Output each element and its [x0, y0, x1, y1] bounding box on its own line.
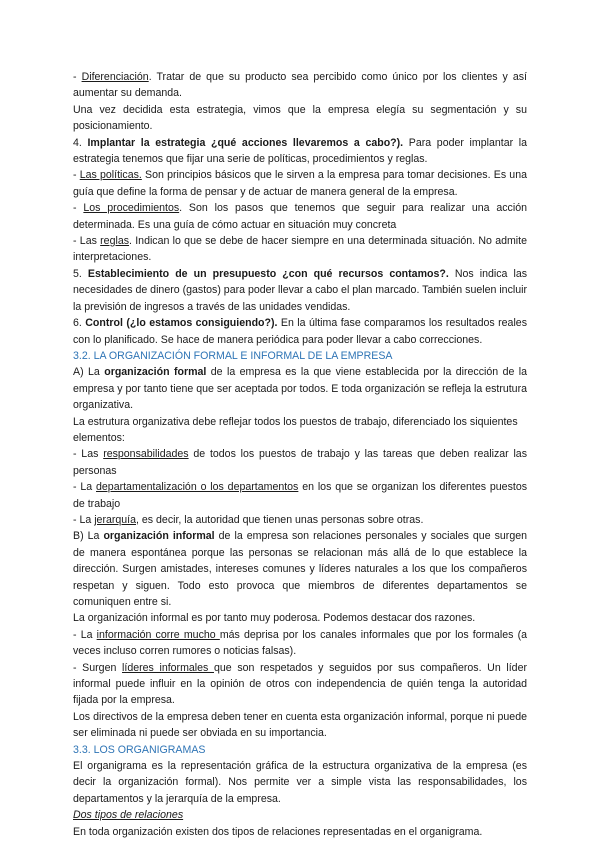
paragraph-diferenciacion: - Diferenciación. Tratar de que su producto sea percibido como único por los clientes y así aumentar su demanda. — [73, 71, 527, 100]
section-heading-3-3: 3.3. LOS ORGANIGRAMAS — [73, 743, 206, 756]
paragraph-departamentalizacion: - La departamentalización o los departamentos en los que se organizan los diferentes puestos de trabajo — [73, 481, 528, 510]
paragraph-segmentacion: Una vez decidida esta estrategia, vimos que la empresa elegía su segmentación y su posicionamiento. — [73, 103, 527, 133]
bold-term: Control (¿lo estamos consiguiendo?). — [85, 317, 278, 330]
paragraph-organizacion-formal: A) La organización formal de la empresa es la que viene establecida por la dirección de la empresa y por tanto tiene que ser aceptada por todos. E toda organización se refleja la estrutura organizativa. — [73, 366, 528, 412]
paragraph-directivos: Los directivos de la empresa deben tener en cuenta esta organización informal, porque ni puede ser eliminada ni puede ser obviada en su importancia. — [73, 710, 527, 740]
paragraph-implantar: 4. Implantar la estrategia ¿qué acciones llevaremos a cabo?). Para poder implantar la estrategia tenemos que fijar una serie de políticas, procedimientos y reglas. — [73, 136, 528, 166]
section-heading-3-2: 3.2. LA ORGANIZACIÓN FORMAL E INFORMAL DE LA EMPRESA — [73, 349, 393, 362]
paragraph-organizacion-informal: B) La organización informal de la empresa son relaciones personales y sociales que surgen de manera espontánea porque las personas se relacionan más allá de lo que establece la dirección. Surgen amistades, intereses comunes y líderes naturales a los que los compañeros respetan y siguen. Todo esto provoca que miembros de diferentes departamentos se comuniquen entre si. — [73, 530, 528, 608]
underlined-term: jerarquía — [94, 513, 137, 526]
bold-term: Implantar la estrategia ¿qué acciones llevaremos a cabo?). — [87, 136, 404, 149]
underlined-term: líderes informales — [122, 661, 214, 674]
paragraph-poderosa: La organización informal es por tanto muy poderosa. Podemos destacar dos razones. — [73, 612, 476, 625]
underlined-term: información corre mucho — [96, 628, 220, 641]
underlined-term: departamentalización o los departamentos — [96, 481, 299, 494]
bold-term: organización formal — [104, 366, 207, 379]
paragraph-politicas: - Las políticas. Son principios básicos que le sirven a la empresa para tomar decisiones. Es una guía que define la forma de pensar y de actuar de manera general de la empresa. — [73, 169, 527, 198]
paragraph-responsabilidades: - Las responsabilidades de todos los puestos de trabajo y las tareas que deben realizar las personas — [73, 448, 527, 477]
paragraph-procedimientos: - Los procedimientos. Son los pasos que tenemos que seguir para realizar una acción determinada. Es una guía de cómo actuar en situación muy concreta — [73, 202, 527, 231]
underlined-term: Diferenciación — [81, 71, 149, 83]
paragraph-informacion: - La información corre mucho más deprisa por los canales informales que por los formales (a veces incluso corren rumores o noticias falsas). — [73, 628, 528, 658]
underlined-term: reglas — [100, 235, 130, 248]
subheading-dos-tipos: Dos tipos de relaciones — [73, 809, 184, 822]
bold-term: organización informal — [103, 530, 215, 543]
underlined-term: Los procedimientos — [83, 202, 180, 215]
document-page — [73, 69, 527, 840]
paragraph-presupuesto: 5. Establecimiento de un presupuesto ¿con qué recursos contamos?. Nos indica las necesidades de dinero (gastos) para poder llevar a cabo el plan marcado. También suelen incluir la previsión de ingresos a través de las unidades vendidas. — [73, 267, 528, 313]
paragraph-jerarquia: - La jerarquía, es decir, la autoridad que tienen unas personas sobre otras. — [73, 513, 424, 526]
paragraph-organigrama: El organigrama es la representación gráfica de la estructura organizativa de la empresa (es decir la organización formal). Nos permite ver a simple vista las responsabilidades, los departamentos y la jerarquía de la empresa. — [73, 760, 527, 805]
paragraph-lideres: - Surgen líderes informales que son respetados y seguidos por sus compañeros. Un líder informal puede influir en la opinión de otros con independencia de quién tenga la autoridad fijada por la empresa. — [73, 661, 527, 707]
paragraph-reglas: - Las reglas. Indican lo que se debe de hacer siempre en una determinada situación. No admite interpretaciones. — [73, 235, 527, 264]
underlined-term: Las políticas. — [79, 169, 142, 182]
paragraph-estrutura: La estrutura organizativa debe reflejar todos los puestos de trabajo, diferenciado los siquientes elementos: — [73, 415, 518, 444]
paragraph-control: 6. Control (¿lo estamos consiguiendo?). En la última fase comparamos los resultados reales con lo planificado. Se hace de manera periódica para poder llevar a cabo correcciones. — [73, 317, 527, 346]
underlined-term: responsabilidades — [103, 448, 189, 461]
paragraph-relaciones: En toda organización existen dos tipos de relaciones representadas en el organigrama. — [73, 825, 483, 838]
bold-term: Establecimiento de un presupuesto ¿con qué recursos contamos?. — [87, 267, 449, 280]
